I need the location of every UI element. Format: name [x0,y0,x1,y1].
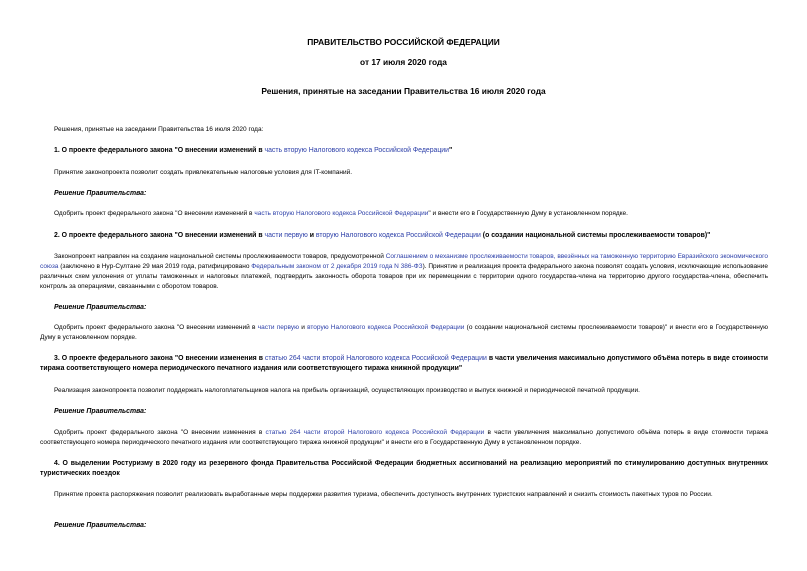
item-3-heading [40,354,768,374]
heading-text: 1. О проекте федерального закона "О внесении изменений в [54,147,265,154]
item-3-decision-link[interactable]: статью 264 части второй Налогового кодекса Российской Федерации [265,429,485,436]
body-text: ). Принятие и реализация проекта федерального закона позволят создать условия, исключающие использование различных схем уклонения от уплаты таможенных и налоговых платежей, подтвердить законность оборота товаров при их перемещении с территории одного государства-члена на территорию другого государства-члена, обеспечить контроль за операциями, связанными с оборотом товаров. [40,263,768,290]
heading-text: " [449,147,453,154]
item-2-heading-link-1[interactable]: части первую [264,232,308,239]
item-2-heading-link-2[interactable]: вторую Налогового кодекса Российской Федерации [315,232,481,239]
decision-text: (о создании национальной системы прослеживаемости товаров)" и внести его в Государственную Думу в установленном порядке. [40,324,768,341]
body-text: Законопроект направлен на создание национальной системы прослеживаемости товаров, предусмотренной [54,253,386,260]
item-1-heading-link[interactable]: часть вторую Налогового кодекса Российской Федерации [264,147,450,154]
item-4-text: Принятие проекта распоряжения позволит реализовать выработанные меры поддержки развития туризма, обеспечить доступность внутренних туристских направлений и снизить стоимость пакетных туров по России. [54,491,713,498]
document-title: ПРАВИТЕЛЬСТВО РОССИЙСКОЙ ФЕДЕРАЦИИ [307,37,500,47]
item-2-decision-label: Решение Правительства: [54,304,147,311]
body-text: (заключено в Нур-Султане 29 мая 2019 года, ратифицировано [58,263,252,270]
item-4-heading: 4. О выделении Ростуризму в 2020 году из резервного фонда Правительства Российской Федерации бюджетных ассигнований на реализацию мероприятий по стимулированию доступных внутренних туристических поездок [40,460,768,477]
heading-text: 2. О проекте федерального закона "О внесении изменений в [54,232,265,239]
heading-text: и [307,232,316,239]
item-1-text: Принятие законопроекта позволит создать привлекательные налоговые условия для IT-компаний. [54,169,353,176]
item-2-heading [40,231,768,241]
intro-paragraph: Решения, принятые на заседании Правительства 16 июля 2020 года: [54,126,264,133]
item-3-heading-link[interactable]: статью 264 части второй Налогового кодекса Российской Федерации [264,355,487,362]
decision-text: Одобрить проект федерального закона "О внесении изменений в [54,210,255,217]
item-3-text: Реализация законопроекта позволит поддержать налогоплательщиков налога на прибыль организаций, осуществляющих производство и выпуск книжной и периодической печатной продукции. [54,387,640,394]
document-subtitle: Решения, принятые на заседании Правительства 16 июля 2020 года [261,86,546,96]
decision-text: в части увеличения максимально допустимого объёма потерь в виде стоимости тиража соответствующего номера периодического печатного издания или соответствующего тиража книжной продукции" и внести его в Государственную Думу в установленном порядке. [40,429,768,446]
heading-text: (о создании национальной системы прослеживаемости товаров)" [480,232,711,239]
item-2-text [40,252,768,292]
document-date: от 17 июля 2020 года [360,57,447,67]
decision-text: и [298,324,308,331]
item-3-decision [40,428,768,448]
item-2-text-link-2[interactable]: Федеральным законом от 2 декабря 2019 года N 386-ФЗ [251,263,423,270]
heading-text: в части увеличения максимально допустимого объёма потерь в виде стоимости тиража соответствующего номера периодического печатного издания или соответствующего тиража книжной продукции" [40,355,768,372]
item-1-decision-link[interactable]: часть вторую Налогового кодекса Российской Федерации [254,210,429,217]
item-1-decision [40,209,768,219]
item-1-decision-label: Решение Правительства: [54,190,147,197]
heading-text: 3. О проекте федерального закона "О внесении изменения в [54,355,265,362]
item-2-decision [40,323,768,343]
item-3-decision-label: Решение Правительства: [54,408,147,415]
item-1-heading [40,146,768,156]
decision-text: Одобрить проект федерального закона "О внесении изменений в [54,324,258,331]
decision-text: Одобрить проект федерального закона "О внесении изменения в [54,429,266,436]
item-2-decision-link-2[interactable]: вторую Налогового кодекса Российской Федерации [307,324,465,331]
item-2-text-link-1[interactable]: Соглашением о механизме прослеживаемости товаров, ввезённых на таможенную территорию Евразийского экономического союза [40,253,768,270]
decision-text: " и внести его в Государственную Думу в установленном порядке. [428,210,628,217]
item-2-decision-link-1[interactable]: части первую [257,324,299,331]
item-4-decision-label: Решение Правительства: [54,522,147,529]
